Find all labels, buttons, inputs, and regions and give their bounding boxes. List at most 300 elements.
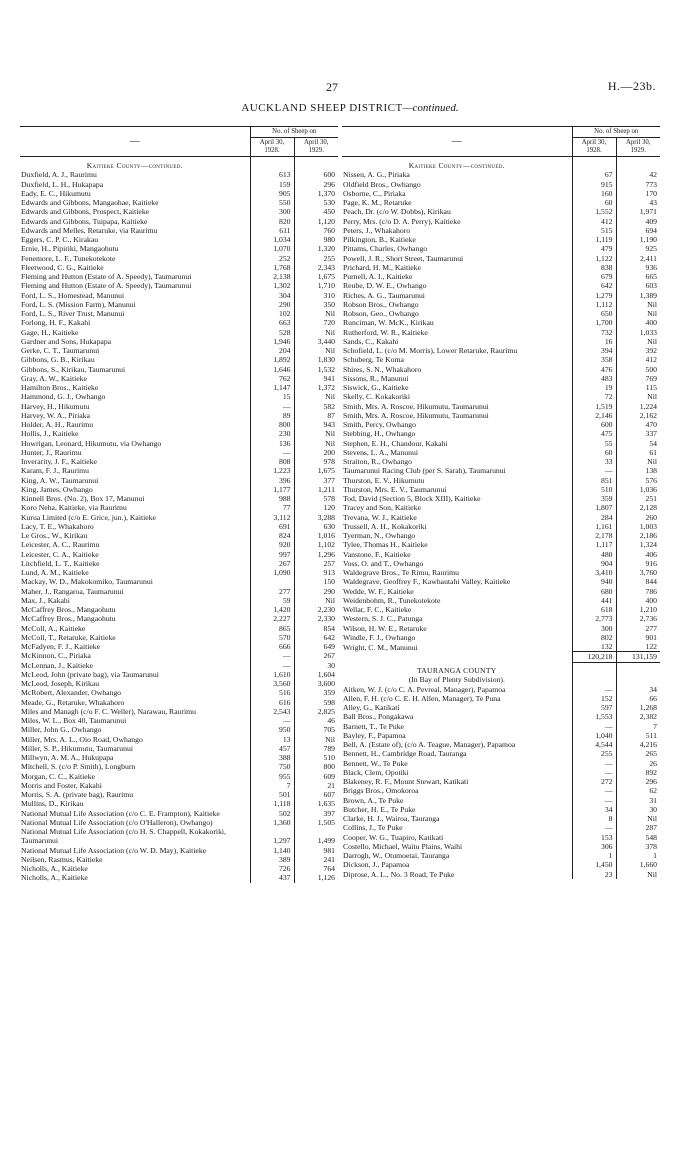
sheep-1928: 1,768 — [250, 263, 294, 272]
sheep-1928: 1,946 — [250, 337, 294, 346]
sheep-1929: 916 — [645, 558, 657, 568]
sheep-1929: 2,162 — [639, 410, 657, 420]
sheep-1928: 2,146 — [572, 411, 616, 420]
owner-name: National Mutual Life Association (c/o H. S. Chappell, Kokakoriki, Taumarunui — [20, 827, 250, 846]
table-row — [20, 799, 338, 808]
sheep-1928: 255 — [572, 749, 616, 758]
sheep-1929: 1,710 — [317, 281, 335, 291]
sheep-count-header: No. of Sheep on — [250, 127, 338, 138]
sheep-1929: 31 — [649, 795, 657, 805]
sheep-1929: 30 — [327, 660, 335, 670]
sheep-1928: 2,543 — [250, 707, 294, 716]
empty-cell — [616, 157, 660, 171]
table-row — [20, 429, 338, 438]
sheep-1929: 1,268 — [639, 703, 657, 712]
sheep-1928: 1,552 — [572, 207, 616, 216]
sheep-1928: 1,119 — [572, 235, 616, 244]
sheep-1928: 1,302 — [250, 281, 294, 290]
owner-name: Nissen, A. G., Piriaka — [342, 170, 572, 179]
table-row — [342, 198, 660, 207]
sheep-1928: 762 — [250, 374, 294, 383]
table-row — [342, 254, 660, 263]
owner-name: Butcher, H. E., Te Puke — [342, 805, 572, 814]
sheep-1929: 582 — [323, 401, 335, 411]
table-row — [342, 605, 660, 614]
sheep-1929: 600 — [323, 170, 335, 180]
sheep-1929: 62 — [649, 786, 657, 796]
table-row — [342, 466, 660, 475]
owner-name: Gage, H., Kaitieke — [20, 328, 250, 337]
table-row — [20, 642, 338, 651]
left-column — [20, 126, 338, 883]
sheep-1928: 306 — [572, 842, 616, 851]
owner-name: Thurston, E. V., Hikumutu — [342, 476, 572, 485]
sheep-1928: 802 — [572, 633, 616, 642]
sheep-1929: 310 — [323, 290, 335, 300]
sheep-1928: — — [572, 759, 616, 768]
owner-name: Mullins, D., Kirikau — [20, 799, 250, 808]
sheep-1928: 808 — [250, 457, 294, 466]
sheep-1928: 277 — [250, 587, 294, 596]
sheep-1929: Nil — [647, 299, 657, 309]
sheep-1928: 726 — [250, 864, 294, 873]
sheep-1928: 691 — [250, 522, 294, 531]
sheep-1928: 67 — [572, 170, 616, 179]
owner-name: Edwards and Gibbons, Tuipapa, Kaitieke — [20, 217, 250, 226]
sheep-1928: 597 — [572, 703, 616, 712]
sheep-1929: 397 — [323, 808, 335, 818]
owner-name: Holder, A. H., Raurimu — [20, 420, 250, 429]
sheep-1929: 1,532 — [317, 364, 335, 374]
year-1929-header: April 30, 1929. — [616, 138, 660, 157]
owner-name: Oldfield Bros., Owhango — [342, 180, 572, 189]
table-row — [20, 707, 338, 716]
table-row — [342, 494, 660, 503]
owner-name: Alley, G., Katikati — [342, 703, 572, 712]
sheep-1929: 943 — [323, 420, 335, 429]
table-row — [20, 346, 338, 355]
sheep-1928: 252 — [250, 254, 294, 263]
sheep-1929: 705 — [323, 725, 335, 735]
owner-name: Gardner and Sons, Hukapapa — [20, 337, 250, 346]
table-row — [342, 768, 660, 777]
sheep-1928: 7 — [250, 781, 294, 790]
sheep-1929: 665 — [645, 272, 657, 281]
sheep-1929: 1,190 — [639, 235, 657, 244]
table-row — [342, 870, 660, 879]
sheep-1929: 978 — [323, 457, 335, 466]
table-row — [342, 300, 660, 309]
sheep-1928: 132 — [572, 642, 616, 652]
sheep-1929: 400 — [645, 595, 657, 605]
owner-name: Allen, F. H. (c/o C. E. H. Allen, Manager), Te Puna — [342, 694, 572, 703]
owner-name: Ball Bros., Pongakawa — [342, 712, 572, 721]
owner-name: Rutherford, W. R., Kaitieke — [342, 328, 572, 337]
table-row — [20, 503, 338, 512]
table-row — [342, 263, 660, 272]
table-row — [342, 485, 660, 494]
owner-name: Bayley, F., Papamoa — [342, 731, 572, 740]
table-row — [342, 860, 660, 869]
sheep-1929: 854 — [323, 623, 335, 633]
owner-name: Miles and Managh (c/o F. C. Weller), Narawau, Raurimu — [20, 707, 250, 716]
owner-name: Miller, Mrs. A. L., Oio Road, Owhango — [20, 735, 250, 744]
sheep-1929: 66 — [649, 693, 657, 703]
year-1928-header: April 30, 1928. — [250, 138, 294, 157]
table-row — [20, 531, 338, 540]
table-row — [20, 207, 338, 216]
sheep-1928: 920 — [250, 540, 294, 549]
sheep-1928: 59 — [250, 596, 294, 605]
owner-name: Gibbons, G. B., Kirikau — [20, 355, 250, 364]
owner-name: King, James, Owhango — [20, 485, 250, 494]
owner-name: Harvey, W. A., Piriaka — [20, 411, 250, 420]
owner-name: Shires, S. N., Whakahoro — [342, 365, 572, 374]
sheep-1929: 255 — [323, 253, 335, 263]
owner-name: Brown, A., Te Puke — [342, 796, 572, 805]
table-row — [20, 439, 338, 448]
sheep-1928: 394 — [572, 346, 616, 355]
sheep-1929: Nil — [647, 457, 657, 466]
empty-cell — [572, 675, 616, 684]
owner-name: Blakeney, R. F., Mount Stewart, Katikati — [342, 777, 572, 786]
owner-name: Howrigan, Leonard, Hikumutu, via Owhango — [20, 439, 250, 448]
table-row — [342, 614, 660, 623]
sheep-1928: 300 — [572, 624, 616, 633]
table-row — [342, 531, 660, 540]
owner-name: Ford, L. S. (Mission Farm), Manunui — [20, 300, 250, 309]
owner-name: McLeod, Joseph, Kirikau — [20, 679, 250, 688]
sheep-1928: 89 — [250, 411, 294, 420]
table-row — [20, 476, 338, 485]
sheep-1929: 377 — [323, 475, 335, 485]
sheep-1929: 1,324 — [639, 540, 657, 550]
right-column — [342, 126, 660, 879]
table-row — [20, 633, 338, 642]
section-heading-row — [342, 157, 660, 171]
sheep-1929: 1,016 — [317, 531, 335, 540]
sheep-1929: 598 — [323, 697, 335, 707]
owner-name: Duxfield, A. J., Raurimu — [20, 170, 250, 179]
owner-name: Stebbing, H., Owhango — [342, 429, 572, 438]
owner-name: Clarke, H. J., Wairoa, Tauranga — [342, 814, 572, 823]
sheep-1929: 120 — [323, 503, 335, 513]
table-row — [20, 263, 338, 272]
sheep-1929: Nil — [325, 438, 335, 448]
owner-name: Bell, A. (Estate of), (c/o A. Teague, Manager), Papamoa — [342, 740, 572, 749]
table-row — [20, 402, 338, 411]
sheep-1929: 290 — [323, 586, 335, 596]
table-row — [20, 670, 338, 679]
table-row — [342, 448, 660, 457]
table-row — [342, 587, 660, 596]
sheep-1929: 2,411 — [639, 253, 657, 263]
sheep-1928: 851 — [572, 476, 616, 485]
table-row — [20, 753, 338, 762]
table-row — [342, 411, 660, 420]
owner-name: Riches, A. G., Taumarunui — [342, 291, 572, 300]
owner-name: Peters, J., Whakahoro — [342, 226, 572, 235]
sheep-1929: 1,003 — [639, 521, 657, 531]
sheep-1929: 844 — [645, 577, 657, 587]
owner-name: Leicester, A. C., Raurimu — [20, 540, 250, 549]
sheep-1929: 913 — [323, 568, 335, 577]
owner-name: Ernie, H., Pipiriki, Mangaohutu — [20, 244, 250, 253]
right-sheep-table — [342, 126, 660, 879]
section-heading: Kaitieke County—continued. — [342, 157, 572, 171]
sheep-1928: 1,090 — [250, 568, 294, 577]
sheep-1929: 1,389 — [639, 290, 657, 300]
owner-name: Morris, S. A. (private bag), Raurimu — [20, 790, 250, 799]
empty-cell — [572, 157, 616, 171]
owner-name: Fenemore, L. F., Tunekotekote — [20, 254, 250, 263]
sheep-1929: 115 — [645, 383, 657, 392]
sheep-1929: 2,825 — [317, 706, 335, 716]
table-row — [342, 796, 660, 805]
owner-name: Gray, A. W., Kaitieke — [20, 374, 250, 383]
sheep-1928: 412 — [572, 217, 616, 226]
sheep-1929: 1,210 — [639, 605, 657, 614]
sheep-1928: 272 — [572, 777, 616, 786]
sheep-1929: 609 — [323, 771, 335, 781]
table-row — [342, 786, 660, 795]
owner-name: Tod, David (Section 5, Block XIII), Kaitieke — [342, 494, 572, 503]
sheep-1928: 16 — [572, 337, 616, 346]
empty-cell — [616, 662, 660, 675]
sheep-1928: 642 — [572, 281, 616, 290]
table-row — [20, 772, 338, 781]
owner-name: Stephen, E. H., Chandour, Kakahi — [342, 439, 572, 448]
sheep-1929: 1,320 — [317, 244, 335, 254]
table-row — [20, 725, 338, 734]
owner-name: Hunter, J., Raurimu — [20, 448, 250, 457]
owner-name: Nicholls, A., Kaitieke — [20, 864, 250, 873]
owner-name: Lacy, T. E., Whakahoro — [20, 522, 250, 531]
sheep-1928: 300 — [250, 207, 294, 216]
owner-name: Tylee, Thomas H., Kaitieke — [342, 540, 572, 549]
sheep-1928: — — [250, 716, 294, 725]
sheep-1928: 824 — [250, 531, 294, 540]
sheep-1929: 450 — [323, 207, 335, 217]
table-row — [342, 712, 660, 721]
table-row — [20, 494, 338, 503]
table-row — [342, 189, 660, 198]
sheep-1929: 131,159 — [616, 652, 660, 662]
sheep-1929: 694 — [645, 225, 657, 235]
sheep-1928: — — [572, 823, 616, 832]
sheep-1928: 23 — [572, 870, 616, 879]
sheep-1929: 296 — [645, 777, 657, 786]
sheep-1929: 42 — [649, 170, 657, 180]
table-row — [342, 749, 660, 758]
sheep-1929: 150 — [323, 577, 335, 587]
empty-cell — [616, 675, 660, 684]
table-row — [342, 392, 660, 401]
sheep-1929: 936 — [645, 262, 657, 272]
table-row — [342, 355, 660, 364]
sheep-1929: 1,033 — [639, 327, 657, 337]
sheep-1928: — — [572, 768, 616, 777]
sheep-1928: 1,177 — [250, 485, 294, 494]
table-row — [20, 272, 338, 281]
sheep-1929: 3,440 — [317, 336, 335, 346]
owner-name: Le Gros., W., Kirikau — [20, 531, 250, 540]
sheep-1928: 60 — [572, 448, 616, 457]
table-row — [342, 823, 660, 832]
owner-name: Windle, F. J., Owhango — [342, 633, 572, 642]
sheep-1929: 257 — [323, 558, 335, 568]
sheep-1928: 600 — [572, 420, 616, 429]
table-row — [20, 513, 338, 522]
sheep-1928: — — [572, 722, 616, 731]
sheep-1928: 60 — [572, 198, 616, 207]
owner-name: McKinnon, C., Piriaka — [20, 651, 250, 660]
owner-name: Edwards and Melles, Retaruke, via Raurimu — [20, 226, 250, 235]
owner-name: Morris and Foster, Kakahi — [20, 781, 250, 790]
owner-name: Straiton, R., Owhango — [342, 457, 572, 466]
sheep-1928: 480 — [572, 550, 616, 559]
table-row — [20, 855, 338, 864]
sheep-1928: 1,450 — [572, 860, 616, 869]
sheep-1929: 1,126 — [317, 873, 335, 883]
owner-name: Schofield, L. (c/o M. Morris), Lower Retaruke, Raurimu — [342, 346, 572, 355]
sheep-1928: 230 — [250, 429, 294, 438]
table-row — [342, 272, 660, 281]
sheep-1929: Nil — [647, 392, 657, 402]
sheep-1928: 3,410 — [572, 568, 616, 577]
table-row — [342, 346, 660, 355]
owner-name: Hammond, G. J., Owhango — [20, 392, 250, 401]
owner-name: Miller, S. P., Hikumutu, Taumarunui — [20, 744, 250, 753]
sheep-1928: 3,560 — [250, 679, 294, 688]
sheep-1929: 251 — [645, 494, 657, 503]
sheep-1928: 1,807 — [572, 503, 616, 512]
sheep-1928: 955 — [250, 772, 294, 781]
owner-name: Briggs Bros., Omokoroa — [342, 786, 572, 795]
table-row — [20, 873, 338, 882]
table-row — [20, 291, 338, 300]
sheep-1929: 1,372 — [317, 383, 335, 392]
sheep-1928: 550 — [250, 198, 294, 207]
owner-name: Harvey, H., Hikumutu — [20, 402, 250, 411]
sheep-1929: 406 — [645, 549, 657, 559]
table-row — [342, 522, 660, 531]
owner-name: McLeod, John (private bag), via Taumarunui — [20, 670, 250, 679]
sheep-1929: 576 — [645, 475, 657, 485]
owner-name: Waldegrave, Geoffrey F., Kawhautahi Valley, Kaitieke — [342, 577, 572, 586]
owner-name: Morgan, C. C., Kaitieke — [20, 772, 250, 781]
sheep-1928: 152 — [572, 694, 616, 703]
table-row — [342, 226, 660, 235]
sheep-1929: 1,211 — [317, 484, 335, 494]
sheep-1929: 1,971 — [639, 207, 657, 217]
owner-name: Max, J., Kakahi — [20, 596, 250, 605]
table-row — [342, 374, 660, 383]
sheep-1928: 267 — [250, 559, 294, 568]
table-row — [342, 642, 660, 652]
table-row — [342, 694, 660, 703]
owner-name: Robson Bros., Owhango — [342, 300, 572, 309]
year-1929-header: April 30, 1929. — [294, 138, 338, 157]
sheep-1929: 400 — [645, 318, 657, 328]
sheep-1929: Nil — [325, 595, 335, 605]
sheep-1929: 1 — [653, 851, 657, 860]
sheep-1928: 388 — [250, 753, 294, 762]
sheep-1929: 3,760 — [639, 568, 657, 577]
sheep-1928: 820 — [250, 217, 294, 226]
sheep-1929: 800 — [323, 762, 335, 772]
owner-name: McColl, A., Kaitieke — [20, 624, 250, 633]
sheep-1929: 630 — [323, 521, 335, 531]
table-row — [342, 624, 660, 633]
owner-name: Schuberg, Te Koma — [342, 355, 572, 364]
sheep-1928: 396 — [250, 476, 294, 485]
sheep-1929: 200 — [323, 447, 335, 457]
owner-name: Waldegrave Bros., Te Rimu, Raurimu — [342, 568, 572, 577]
owner-name: Black, Clem, Opotiki — [342, 768, 572, 777]
table-row — [342, 383, 660, 392]
sheep-1929: 260 — [645, 512, 657, 522]
sheep-1929: 265 — [645, 749, 657, 759]
sheep-1928: 483 — [572, 374, 616, 383]
table-row — [20, 864, 338, 873]
sheep-1928: 679 — [572, 272, 616, 281]
owner-name: McLennan, J., Kaitieke — [20, 661, 250, 670]
sheep-1929: 769 — [645, 373, 657, 383]
section-subheading: (In Bay of Plenty Subdivision). — [342, 675, 572, 684]
table-row — [20, 180, 338, 189]
sheep-1928: 613 — [250, 170, 294, 179]
sheep-1928: 732 — [572, 328, 616, 337]
sheep-1928: 750 — [250, 762, 294, 771]
sheep-1928: 159 — [250, 180, 294, 189]
table-row — [342, 217, 660, 226]
owner-name: Wilson, H. W. E., Retaruke — [342, 624, 572, 633]
table-row — [342, 703, 660, 712]
sheep-1929: 54 — [649, 438, 657, 448]
owner-name: Bennett, H., Cambridge Road, Tauranga — [342, 749, 572, 758]
owner-name: Bennett, W., Te Puke — [342, 759, 572, 768]
sheep-1929: 267 — [323, 651, 335, 661]
sheep-1929: 980 — [323, 235, 335, 244]
sheep-1929: 510 — [323, 753, 335, 762]
owner-name: Kurua Limited (c/o E. Grice, jun.), Kaitieke — [20, 513, 250, 522]
owner-name: Litchfield, L. T., Kaitieke — [20, 559, 250, 568]
owner-name: Powell, J. R., Short Street, Taumarunui — [342, 254, 572, 263]
table-row — [342, 318, 660, 327]
sheep-1929: 2,230 — [317, 605, 335, 614]
sheep-1929: 241 — [323, 854, 335, 864]
sheep-1929: 1,505 — [317, 817, 335, 827]
sheep-1929: 925 — [645, 244, 657, 254]
sheep-1928: 997 — [250, 550, 294, 559]
owner-name: National Mutual Life Association (c/o O'Halleron), Owhango) — [20, 818, 250, 827]
sheep-1928: 34 — [572, 805, 616, 814]
owner-name: Maher, J., Rangaroa, Taumarunui — [20, 587, 250, 596]
table-row — [342, 550, 660, 559]
table-row — [20, 198, 338, 207]
owner-name: McColl, T., Retaruke, Kaitieke — [20, 633, 250, 642]
owner-name: Voss, O. and T., Owhango — [342, 559, 572, 568]
title-suffix: —continued. — [402, 102, 459, 114]
table-row — [342, 851, 660, 860]
sheep-1928: 55 — [572, 439, 616, 448]
sheep-1928: — — [572, 685, 616, 694]
owner-name: Meade, G., Retaruke, Whakahoro — [20, 698, 250, 707]
sheep-1929: 1,224 — [639, 401, 657, 411]
sheep-1928: 160 — [572, 189, 616, 198]
owner-name: Western, S. J. C., Patunga — [342, 614, 572, 623]
